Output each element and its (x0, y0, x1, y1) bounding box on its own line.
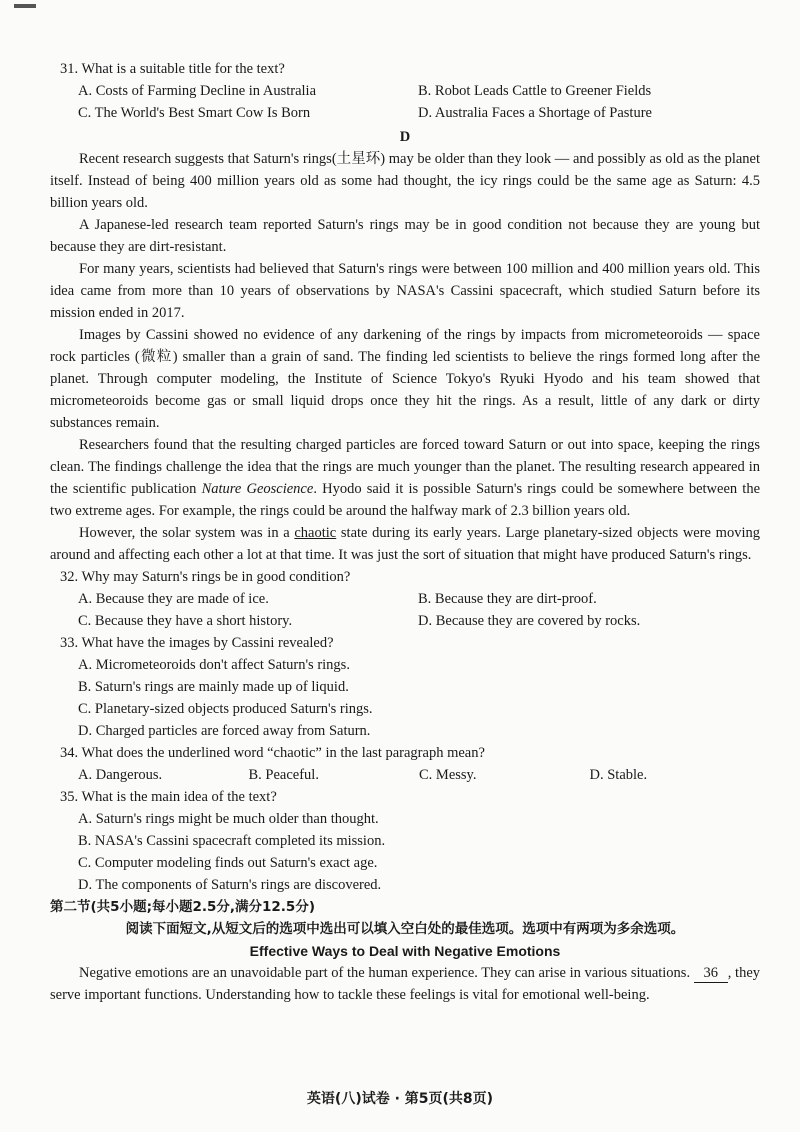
q31-option-c: C. The World's Best Smart Cow Is Born (78, 105, 311, 121)
q31-option-b: B. Robot Leads Cattle to Greener Fields (418, 83, 652, 99)
passage-paragraph-6 (50, 522, 760, 566)
q32-option-d: D. Because they are covered by rocks. (418, 613, 641, 629)
blank-36[interactable]: 36 (694, 964, 728, 983)
q35-option-d: D. The components of Saturn's rings are discovered. (78, 877, 382, 893)
passage-paragraph-1: Recent research suggests that Saturn's rings(土星环) may be older than they look — and possibly as old as the planet itself. Instead of being 400 million years old as some had thought, the icy rings could be the same age as Saturn: 4.5 billion years old. (50, 151, 760, 211)
q35-option-c: C. Computer modeling finds out Saturn's exact age. (78, 855, 378, 871)
passage-paragraph-4: Images by Cassini showed no evidence of any darkening of the rings by impacts from micrometeoroids — space rock particles (微粒) smaller than a grain of sand. The finding led scientists to believe the rings formed long after the planet. Through computer modeling, the Institute of Science Tokyo's Ryuki Hyodo and his team showed that micrometeoroids become gas or small liquid drops once they hit the rings. As a result, little of any dark or dirty substances remain. (50, 327, 760, 431)
passage-paragraph-3: For many years, scientists had believed that Saturn's rings were between 100 million and 400 million years old. This idea came from more than 10 years of observations by NASA's Cassini spacecraft, which studied Saturn before its mission ended in 2017. (50, 261, 760, 321)
journal-name: Nature Geoscience (201, 481, 314, 497)
q33-option-c: C. Planetary-sized objects produced Saturn's rings. (78, 701, 373, 717)
q32-options-row1 (78, 588, 760, 610)
q32-option-b: B. Because they are dirt-proof. (418, 591, 597, 607)
page-footer: 英语(八)试卷 · 第5页(共8页) (306, 1091, 494, 1107)
q31-option-d: D. Australia Faces a Shortage of Pasture (418, 105, 652, 121)
passage-paragraph-2: A Japanese-led research team reported Saturn's rings may be in good condition not because they are young but because they are dirt-resistant. (50, 217, 760, 255)
q35-option-a: A. Saturn's rings might be much older than thought. (78, 811, 379, 827)
passage-title: Effective Ways to Deal with Negative Emotions (249, 943, 561, 959)
q34-option-a: A. Dangerous. (78, 767, 163, 783)
q34-option-d: D. Stable. (589, 767, 648, 783)
passage-paragraph-5 (50, 434, 760, 522)
para5-text-after: . Hyodo said it is possible Saturn's rings could be somewhere between the two extreme ages. For example, the rings could be around the halfway mark of 2.3 billion years old. (50, 481, 761, 519)
q34-option-b: B. Peaceful. (248, 767, 319, 783)
q33-option-b: B. Saturn's rings are mainly made up of liquid. (78, 679, 349, 695)
q34-stem: 34. What does the underlined word “chaotic” in the last paragraph mean? (60, 745, 485, 761)
q31-option-a: A. Costs of Farming Decline in Australia (78, 83, 317, 99)
q35-option-b: B. NASA's Cassini spacecraft completed its mission. (78, 833, 386, 849)
underlined-word-chaotic: chaotic (294, 525, 337, 541)
section2-header: 第二节(共5小题;每小题2.5分,满分12.5分) (50, 899, 315, 915)
q34-options (78, 764, 760, 786)
q32-option-a: A. Because they are made of ice. (78, 591, 269, 607)
q33-option-a: A. Micrometeoroids don't affect Saturn's rings. (78, 657, 350, 673)
section-d-heading: D (399, 129, 411, 145)
para6-text-before: However, the solar system was in a (79, 525, 295, 541)
para6-text-after: state during its early years. Large planetary-sized objects were moving around and affecting each other a lot at that time. It was just the sort of situation that might have produced Saturn's rings. (50, 525, 760, 563)
passage2-paragraph-1 (50, 962, 760, 1006)
passage2-text-after: , they serve important functions. Understanding how to tackle these feelings is vital for emotional well-being. (50, 965, 761, 1003)
q33-option-d: D. Charged particles are forced away from Saturn. (78, 723, 371, 739)
q31-stem: 31. What is a suitable title for the text? (60, 61, 285, 77)
q32-options-row2 (78, 610, 760, 632)
q34-option-c: C. Messy. (419, 767, 477, 783)
section2-instruction: 阅读下面短文,从短文后的选项中选出可以填入空白处的最佳选项。选项中有两项为多余选项。 (125, 921, 685, 937)
q31-options-row1 (78, 80, 760, 102)
q32-option-c: C. Because they have a short history. (78, 613, 293, 629)
q35-stem: 35. What is the main idea of the text? (60, 789, 277, 805)
q32-stem: 32. Why may Saturn's rings be in good condition? (60, 569, 351, 585)
q33-stem: 33. What have the images by Cassini revealed? (60, 635, 334, 651)
q31-options-row2 (78, 102, 760, 124)
para5-text-before: Researchers found that the resulting charged particles are forced toward Saturn or out into space, keeping the rings clean. The findings challenge the idea that the rings are much younger than the planet. The resulting research appeared in the scientific publication (50, 437, 760, 497)
page-content (50, 58, 760, 1006)
passage2-text-before: Negative emotions are an unavoidable part of the human experience. They can arise in various situations. (79, 965, 694, 981)
scan-corner-mark (14, 4, 36, 8)
